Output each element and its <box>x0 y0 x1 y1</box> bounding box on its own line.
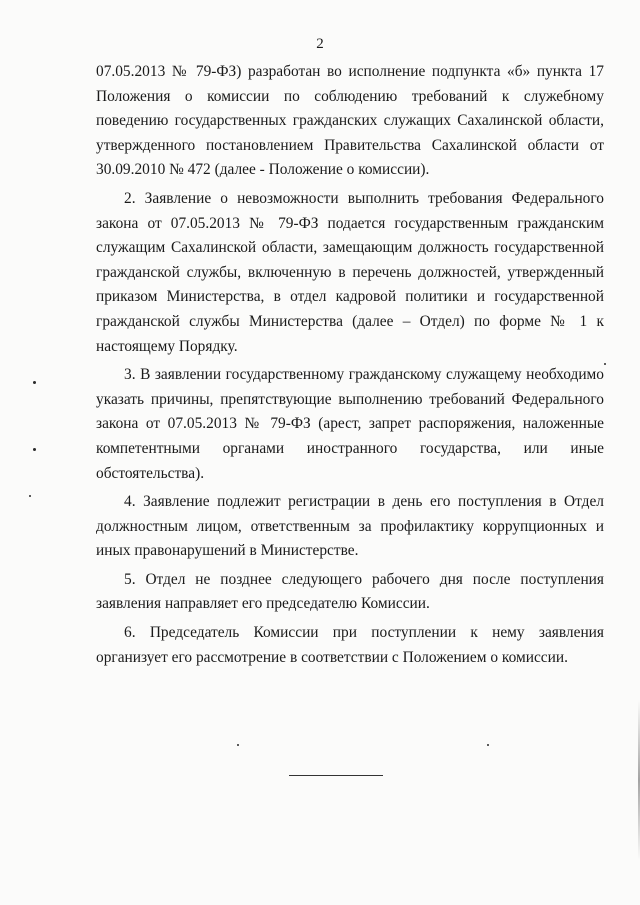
paragraph-5: 5. Отдел не позднее следующего рабочего дня после поступления заявления направляет его председателю Комиссии. <box>96 570 604 613</box>
paragraph-4: 4. Заявление подлежит регистрации в день его поступления в Отдел должностным лицом, ответственным за профилактику коррупционных и иных правонарушений в Министерстве. <box>96 493 604 560</box>
paragraph-continuation: 07.05.2013 № 79-ФЗ) разработан во исполнение подпункта «б» пункта 17 Положения о комиссии по соблюдению требований к служебному поведению государственных гражданских служащих Сахалинской области, утвержденного постановлением Правительства Сахалинской области от 30.09.2010 № 472 (далее - Положение о комиссии). <box>96 63 604 179</box>
paragraph-6: 6. Председатель Комиссии при поступлении к нему заявления организует его рассмотрение в соответствии с Положением о комиссии. <box>96 624 604 666</box>
paragraph-2: 2. Заявление о невозможности выполнить требования Федерального закона от 07.05.2013 № 79-ФЗ подается государственным гражданским служащим Сахалинской области, замещающим должность государственной гражданской службы, включенную в перечень должностей, утвержденный приказом Министерства, в отдел кадровой политики и государственной гражданской службы Министерства (далее – Отдел) по форме № 1 к настоящему Порядку. <box>96 189 604 355</box>
scan-speck <box>33 381 36 384</box>
scan-speck <box>33 448 36 451</box>
end-separator-line <box>289 775 383 776</box>
page-number: 2 <box>316 36 324 52</box>
scan-speck <box>487 744 489 746</box>
scan-speck <box>29 495 31 497</box>
paragraph-3: 3. В заявлении государственному гражданскому служащему необходимо указать причины, препятствующие выполнению требований Федерального закона от 07.05.2013 № 79-ФЗ (арест, запрет распоряжения, наложенные компетентными органами иностранного государства, или иные обстоятельства). <box>96 366 604 482</box>
scan-speck <box>237 744 239 746</box>
document-body <box>96 60 604 670</box>
scan-speck <box>604 363 606 365</box>
